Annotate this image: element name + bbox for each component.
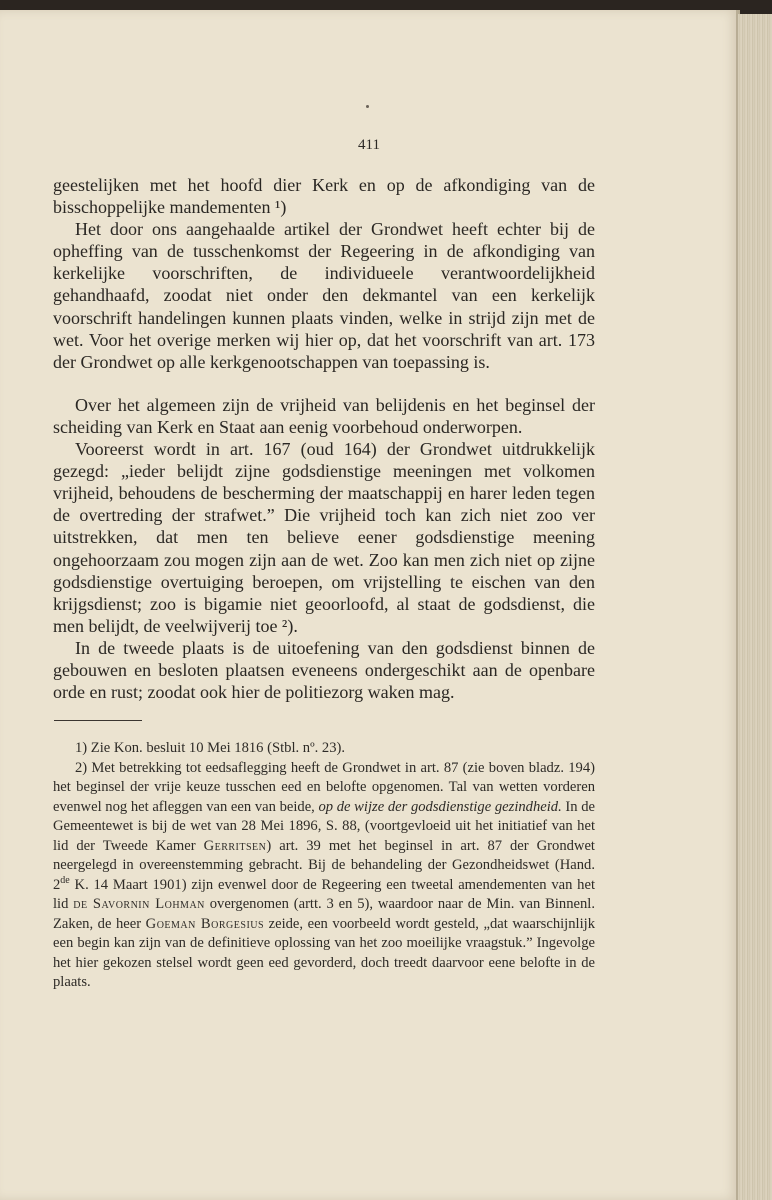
fn2-text-k: zeide, een voorbeeld wordt gesteld, „dat waarschijnlijk een begin kan zijn van de definitieve oplossing van het zoo moeilijke vraagstuk.” Ingevolge het hier gekozen stelsel wordt geen eed gevorderd, doch treedt daarvoor eene belofte in de plaats.	[53, 915, 595, 990]
fn2-text-a: 2) Met betrekking tot eedsaflegging heeft de Grondwet in art. 87 (zie boven bladz. 194) het beginsel der vrije keuze tusschen eed en belofte opgenomen. Tal van wetten vorderen evenwel nog het afleggen van een van beide,	[53, 759, 595, 815]
fn2-text-i: overgenomen (artt. 3 en 5), waardoor naar de Min. van Binnenl. Zaken, de heer	[53, 896, 595, 932]
footnote-2	[53, 759, 595, 993]
main-text	[53, 174, 595, 703]
page-speck	[366, 105, 369, 108]
paragraph-1: geestelijken met het hoofd dier Kerk en op de afkondiging van de bisschoppelijke mandementen ¹)	[53, 175, 595, 218]
fn2-name-gerritsen: Gerritsen	[203, 837, 267, 854]
fn2-italic-phrase: op de wijze der godsdienstige gezindheid.	[318, 798, 562, 815]
page-number: 411	[358, 137, 380, 153]
fn2-text-c: In de Gemeentewet is bij de wet van 28 Mei 1896, S. 88, (voortgevloeid uit het initiatief van het lid der Tweede Kamer	[53, 798, 595, 854]
page-stack-edges	[738, 14, 772, 1200]
paragraph-4: Vooreerst wordt in art. 167 (oud 164) der Grondwet uitdrukkelijk gezegd: „ieder belijdt zijne godsdienstige meeningen met volkomen vrijheid, behoudens de bescherming der maatschappij en harer leden tegen de overtreding der strafwet.” Die vrijheid toch kan zich niet zoo ver uitstrekken, dat men ten believe eener godsdienstige meening ongehoorzaam zou mogen zijn aan de wet. Zoo kan men zich niet op zijne godsdienstige overtuiging beroepen, om vrijstelling te eischen van den krijgsdienst; zoo is bigamie niet geoorloofd, al staat de godsdienst, die men belijdt, de veelwijverij toe ²).	[53, 439, 595, 636]
fn2-name-lohman: de Savornin Lohman	[73, 896, 205, 912]
paragraph-5: In de tweede plaats is de uitoefening van den godsdienst binnen de gebouwen en besloten plaatsen eveneens ondergeschikt aan de openbare orde en rust; zoodat ook hier de politiezorg waken mag.	[53, 637, 595, 703]
fn2-text-e: ) art. 39 met het beginsel in art. 87 der Grondwet neergelegd in overeenstemming gebracht. Bij de behandeling der Gezondheidswet (Hand. 2	[53, 837, 595, 893]
footnotes	[53, 739, 595, 993]
paragraph-3: Over het algemeen zijn de vrijheid van belijdenis en het beginsel der scheiding van Kerk en Staat aan eenig voorbehoud onderworpen.	[53, 394, 595, 437]
fn2-text-g: K. 14 Maart 1901) zijn evenwel door de Regeering een tweetal amendementen van het lid	[53, 876, 595, 912]
footnote-1: 1) Zie Kon. besluit 10 Mei 1816 (Stbl. nº. 23).	[75, 740, 346, 756]
footnote-rule	[54, 720, 142, 721]
fn2-name-borgesius: Goeman Borgesius	[145, 915, 265, 932]
fn2-superscript: de	[60, 874, 70, 886]
paragraph-2: Het door ons aangehaalde artikel der Grondwet heeft echter bij de opheffing van de tusschenkomst der Regeering in de afkondiging van kerkelijke voorschriften, de individueele verantwoordelijkheid gehandhaafd, zoodat niet onder den dekmantel van een kerkelijk voorschrift handelingen kunnen plaats vinden, welke in strijd zijn met de wet. Voor het overige merken wij hier op, dat het voorschrift van art. 173 der Grondwet op alle kerkgenootschappen van toepassing is.	[53, 219, 595, 372]
book-page	[0, 10, 738, 1200]
